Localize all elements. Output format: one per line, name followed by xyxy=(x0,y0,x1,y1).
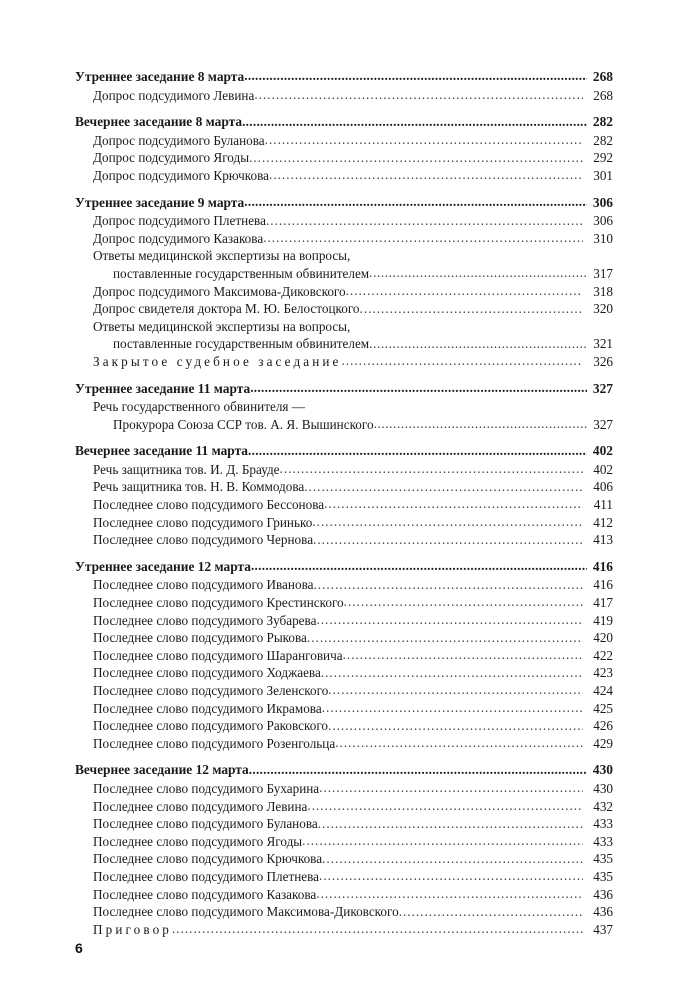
toc-entry-spaced[interactable] xyxy=(75,921,613,939)
toc-entry-title: Последнее слово подсудимого Иванова xyxy=(93,577,314,593)
toc-entry-wrapped[interactable] xyxy=(75,318,613,353)
toc-entry-title: Последнее слово подсудимого Ходжаева xyxy=(93,665,321,681)
toc-section-heading[interactable] xyxy=(75,380,613,398)
toc-entry[interactable] xyxy=(75,886,613,904)
toc-entry-title: Последнее слово подсудимого Казакова xyxy=(93,886,317,902)
dot-leader xyxy=(343,648,583,661)
toc-entry-title: Допрос подсудимого Буланова xyxy=(93,132,265,148)
toc-entry-page-number: 327 xyxy=(593,416,613,432)
toc-entry[interactable] xyxy=(75,735,613,753)
toc-entry-page-number: 422 xyxy=(593,647,613,663)
toc-entry-title: Ответы медицинской экспертизы на вопросы, xyxy=(93,248,351,264)
toc-entry[interactable] xyxy=(75,149,613,167)
toc-entry-title: Вечернее заседание 8 марта xyxy=(75,114,243,130)
toc-entry[interactable] xyxy=(75,798,613,816)
toc-entry-title: Допрос подсудимого Плетнева xyxy=(93,213,266,229)
toc-entry[interactable] xyxy=(75,531,613,549)
toc-entry[interactable] xyxy=(75,780,613,798)
toc-entry-title: Последнее слово подсудимого Крючкова xyxy=(93,851,323,867)
toc-entry-page-number: 424 xyxy=(593,683,613,698)
toc-entry-title: Допрос подсудимого Левина xyxy=(93,87,255,103)
dot-leader xyxy=(242,114,587,127)
toc-entry-title: Последнее слово подсудимого Гринько xyxy=(93,514,313,530)
toc-entry-title: Речь защитника тов. Н. В. Коммодова xyxy=(93,479,305,495)
dot-leader xyxy=(249,151,583,164)
toc-entry[interactable] xyxy=(75,682,613,700)
dot-leader xyxy=(250,381,587,394)
dot-leader xyxy=(251,559,587,572)
toc-entry-page-number: 433 xyxy=(593,833,613,849)
toc-entry-title: Последнее слово подсудимого Буланова xyxy=(93,816,318,832)
dot-leader xyxy=(341,354,583,367)
toc-entry-page-number: 425 xyxy=(593,700,613,716)
dot-leader xyxy=(369,337,587,350)
toc-entry[interactable] xyxy=(75,167,613,185)
toc-entry[interactable] xyxy=(75,700,613,718)
toc-entry-page-number: 433 xyxy=(593,816,613,832)
toc-entry-title: Вечернее заседание 11 марта xyxy=(75,443,249,459)
dot-leader xyxy=(307,631,583,644)
toc-entry-title: Последнее слово подсудимого Зеленского xyxy=(93,683,329,698)
toc-entry-title: Допрос подсудимого Казакова xyxy=(93,230,264,246)
toc-entry-page-number: 320 xyxy=(593,301,613,317)
dot-leader xyxy=(324,497,583,510)
toc-entry[interactable] xyxy=(75,612,613,630)
dot-leader xyxy=(312,515,583,528)
toc-entry[interactable] xyxy=(75,87,613,105)
dot-leader xyxy=(248,443,587,456)
toc-entry-title: Утреннее заседание 11 марта xyxy=(75,380,251,396)
toc-entry-page-number: 436 xyxy=(593,904,613,920)
dot-leader xyxy=(316,613,583,626)
toc-entry-title: Последнее слово подсудимого Розенгольца xyxy=(93,735,336,751)
toc-entry-title-line2: поставленные государственным обвинителем xyxy=(113,336,370,352)
toc-entry-page-number: 416 xyxy=(593,577,613,593)
toc-entry-title-line2: Прокурора Союза ССР тов. А. Я. Вышинского xyxy=(113,416,374,432)
toc-entry-title: Последнее слово подсудимого Плетнева xyxy=(93,868,320,884)
toc-entry-page-number: 423 xyxy=(593,665,613,681)
toc-entry-title: Утреннее заседание 12 марта xyxy=(75,558,251,574)
toc-entry-page-number: 435 xyxy=(593,851,613,867)
dot-leader xyxy=(328,719,583,732)
toc-entry[interactable] xyxy=(75,514,613,532)
dot-leader xyxy=(280,462,583,475)
toc-section-heading[interactable] xyxy=(75,68,613,86)
toc-entry-page-number: 317 xyxy=(593,265,613,281)
toc-entry-page-number: 282 xyxy=(592,114,613,130)
toc-entry-title: Ответы медицинской экспертизы на вопросы, xyxy=(93,318,351,334)
toc-entry-wrapped[interactable] xyxy=(75,398,613,433)
toc-entry[interactable] xyxy=(75,629,613,647)
toc-entry-page-number: 420 xyxy=(593,630,613,646)
toc-entry[interactable] xyxy=(75,815,613,833)
dot-leader xyxy=(313,578,583,591)
dot-leader xyxy=(399,905,583,918)
dot-leader xyxy=(322,852,583,865)
dot-leader xyxy=(269,168,583,181)
dot-leader xyxy=(319,869,583,882)
toc-entry-page-number: 306 xyxy=(592,194,613,210)
toc-entry-page-number: 436 xyxy=(593,886,613,902)
toc-entry-title: Последнее слово подсудимого Бессонова xyxy=(93,497,325,513)
dot-leader xyxy=(263,231,583,244)
dot-leader xyxy=(254,88,583,101)
toc-entry-page-number: 268 xyxy=(592,69,613,84)
toc-entry-page-number: 412 xyxy=(593,514,613,530)
toc-entry-page-number: 416 xyxy=(592,558,613,574)
toc-entry-title: Приговор xyxy=(93,921,172,937)
toc-entry-title: Допрос подсудимого Ягоды xyxy=(93,150,250,166)
toc-entry[interactable] xyxy=(75,664,613,682)
toc-entry-page-number: 268 xyxy=(593,87,613,103)
toc-entry-title-continued xyxy=(93,335,613,353)
dot-leader xyxy=(346,284,583,297)
toc-entry-page-number: 318 xyxy=(593,283,613,299)
dot-leader xyxy=(307,799,583,812)
toc-entry-title: Вечернее заседание 12 марта xyxy=(75,762,249,778)
toc-entry-title: Последнее слово подсудимого Чернова xyxy=(93,532,314,548)
toc-entry-spaced[interactable] xyxy=(75,353,613,371)
toc-entry-title: Последнее слово подсудимого Зубарева xyxy=(93,612,317,628)
toc-entry[interactable] xyxy=(75,833,613,851)
toc-entry[interactable] xyxy=(75,478,613,496)
toc-entry-page-number: 306 xyxy=(593,213,613,229)
toc-entry-page-number: 402 xyxy=(592,443,613,459)
toc-entry-page-number: 426 xyxy=(593,718,613,734)
toc-entry-page-number: 411 xyxy=(593,497,613,513)
toc-entry-wrapped[interactable] xyxy=(75,247,613,282)
toc-entry-page-number: 327 xyxy=(592,380,613,396)
toc-entry-title: Утреннее заседание 9 марта xyxy=(75,194,245,210)
toc-entry[interactable] xyxy=(75,903,613,921)
toc-entry[interactable] xyxy=(75,576,613,594)
toc-entry[interactable] xyxy=(75,461,613,479)
dot-leader xyxy=(321,666,583,679)
dot-leader xyxy=(304,480,583,493)
toc-entry-title: Речь защитника тов. И. Д. Брауде xyxy=(93,461,280,477)
toc-entry-title: Допрос подсудимого Крючкова xyxy=(93,167,270,183)
dot-leader xyxy=(265,133,583,146)
toc-entry-page-number: 301 xyxy=(593,167,613,183)
toc-entry-page-number: 419 xyxy=(593,612,613,628)
dot-leader xyxy=(244,69,587,82)
toc-entry-page-number: 292 xyxy=(593,150,613,166)
toc-entry-page-number: 321 xyxy=(593,336,613,352)
page-folio-number: 6 xyxy=(75,940,83,956)
toc-section-heading[interactable] xyxy=(75,442,613,460)
dot-leader xyxy=(302,834,583,847)
toc-entry-page-number: 435 xyxy=(593,868,613,884)
toc-entry-title: Утреннее заседание 8 марта xyxy=(75,69,245,84)
toc-entry-title: Последнее слово подсудимого Ягоды xyxy=(93,833,303,849)
toc-entry[interactable] xyxy=(75,212,613,230)
toc-entry-title: Закрытое судебное заседание xyxy=(93,353,342,369)
toc-section-heading[interactable] xyxy=(75,558,613,576)
toc-entry[interactable] xyxy=(75,132,613,150)
toc-entry-title: Речь государственного обвинителя — xyxy=(93,399,305,415)
toc-entry[interactable] xyxy=(75,717,613,735)
dot-leader xyxy=(318,817,583,830)
dot-leader xyxy=(244,195,587,208)
toc-entry-page-number: 430 xyxy=(592,762,613,778)
toc-entry-title: Последнее слово подсудимого Икрамова xyxy=(93,700,322,716)
dot-leader xyxy=(319,781,583,794)
toc-section-heading[interactable] xyxy=(75,113,613,131)
toc-entry-page-number: 282 xyxy=(593,132,613,148)
toc-entry-page-number: 406 xyxy=(593,479,613,495)
dot-leader xyxy=(249,763,587,776)
dot-leader xyxy=(369,266,587,279)
toc-entry-page-number: 437 xyxy=(593,921,613,937)
dot-leader xyxy=(328,683,583,696)
toc-entry-title: Последнее слово подсудимого Левина xyxy=(93,798,308,814)
toc-entry[interactable] xyxy=(75,300,613,318)
toc-entry-title-continued xyxy=(93,416,613,434)
toc-entry[interactable] xyxy=(75,496,613,514)
toc-entry[interactable] xyxy=(75,230,613,248)
dot-leader xyxy=(316,887,583,900)
toc-entry-page-number: 417 xyxy=(593,595,613,611)
toc-entry[interactable] xyxy=(75,283,613,301)
toc-entry-title: Последнее слово подсудимого Раковского xyxy=(93,718,329,734)
toc-entry-title: Допрос свидетеля доктора М. Ю. Белостоцкого xyxy=(93,301,360,317)
toc-entry-title-line2: поставленные государственным обвинителем xyxy=(113,265,370,281)
toc-entry[interactable] xyxy=(75,647,613,665)
toc-entry-title: Последнее слово подсудимого Крестинского xyxy=(93,595,344,611)
toc-list xyxy=(75,68,613,938)
toc-entry-page-number: 430 xyxy=(593,780,613,796)
dot-leader xyxy=(374,417,587,430)
toc-entry-page-number: 326 xyxy=(593,353,613,369)
toc-section-heading[interactable] xyxy=(75,761,613,779)
toc-entry-title-continued xyxy=(93,265,613,283)
dot-leader xyxy=(266,214,583,227)
dot-leader xyxy=(322,701,583,714)
dot-leader xyxy=(172,922,583,935)
toc-entry[interactable] xyxy=(75,850,613,868)
dot-leader xyxy=(344,595,583,608)
toc-entry-page-number: 413 xyxy=(593,532,613,548)
toc-entry-title: Последнее слово подсудимого Максимова-Диковского xyxy=(93,904,399,920)
toc-entry-title: Последнее слово подсудимого Шаранговича xyxy=(93,647,343,663)
toc-entry-page-number: 432 xyxy=(593,798,613,814)
toc-entry-title: Последнее слово подсудимого Бухарина xyxy=(93,780,320,796)
toc-entry-page-number: 402 xyxy=(593,461,613,477)
toc-entry-title: Допрос подсудимого Максимова-Диковского xyxy=(93,283,346,299)
toc-entry[interactable] xyxy=(75,594,613,612)
dot-leader xyxy=(360,302,583,315)
toc-section-heading[interactable] xyxy=(75,194,613,212)
dot-leader xyxy=(335,736,583,749)
toc-entry-title: Последнее слово подсудимого Рыкова xyxy=(93,630,307,646)
toc-entry[interactable] xyxy=(75,868,613,886)
toc-entry-page-number: 429 xyxy=(593,735,613,751)
toc-entry-page-number: 310 xyxy=(593,230,613,246)
dot-leader xyxy=(313,533,583,546)
